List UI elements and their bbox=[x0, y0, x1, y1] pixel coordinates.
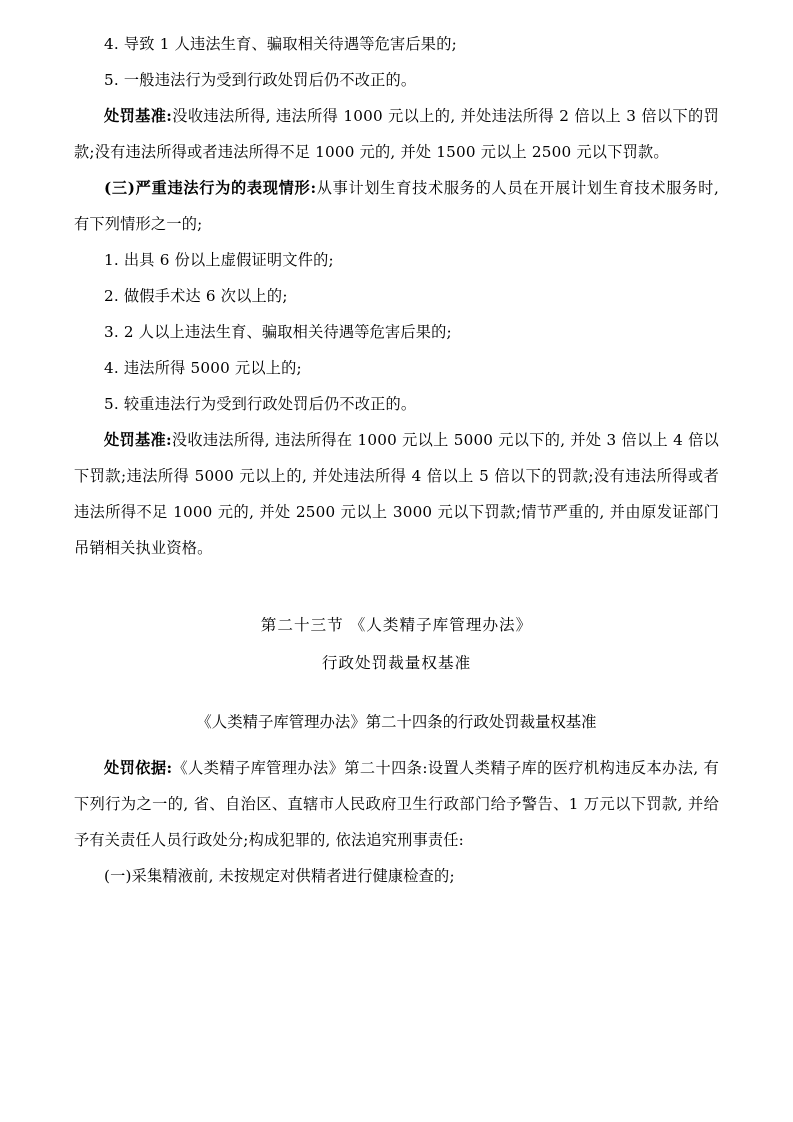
list-item: 3. 2 人以上违法生育、骗取相关待遇等危害后果的; bbox=[104, 323, 452, 341]
vertical-spacer bbox=[74, 566, 719, 606]
penalty-standard-label: 处罚基准: bbox=[104, 107, 173, 125]
list-item: (一)采集精液前, 未按规定对供精者进行健康检查的; bbox=[104, 867, 455, 885]
list-item: 5. 较重违法行为受到行政处罚后仍不改正的。 bbox=[104, 395, 417, 413]
penalty-standard-text: 没收违法所得, 违法所得在 1000 元以上 5000 元以下的, 并处 3 倍以上 4 倍以下罚款;违法所得 5000 元以上的, 并处违法所得 4 倍以上 5 倍以下的罚款;没有违法所得或者违法所得不足 1000 元的, 并处 2500 元以上 3000 元以下罚款;情节严重的, 并由原发证部门吊销相关执业资格。 bbox=[74, 431, 719, 557]
list-item: 1. 出具 6 份以上虚假证明文件的; bbox=[104, 251, 334, 269]
penalty-standard-paragraph bbox=[74, 98, 719, 170]
penalty-basis-label: 处罚依据: bbox=[104, 759, 173, 777]
serious-violation-text: 从事计划生育技术服务的人员在开展计划生育技术服务时, 有下列情形之一的; bbox=[74, 179, 719, 233]
vertical-spacer bbox=[74, 682, 719, 704]
serious-violation-label: (三)严重违法行为的表现情形: bbox=[104, 179, 317, 197]
article-heading: 《人类精子库管理办法》第二十四条的行政处罚裁量权基准 bbox=[196, 713, 597, 731]
penalty-basis-paragraph bbox=[74, 750, 719, 858]
penalty-standard-label: 处罚基准: bbox=[104, 431, 172, 449]
penalty-standard-text: 没收违法所得, 违法所得 1000 元以上的, 并处违法所得 2 倍以上 3 倍以下的罚款;没有违法所得或者违法所得不足 1000 元的, 并处 1500 元以上 2500 元以下罚款。 bbox=[74, 107, 719, 161]
list-item: 2. 做假手术达 6 次以上的; bbox=[104, 287, 288, 305]
penalty-basis-text: 《人类精子库管理办法》第二十四条:设置人类精子库的医疗机构违反本办法, 有下列行为之一的, 省、自治区、直辖市人民政府卫生行政部门给予警告、1 万元以下罚款, 并给予有关责任人员行政处分;构成犯罪的, 依法追究刑事责任: bbox=[74, 759, 719, 849]
section-heading-line2: 行政处罚裁量权基准 bbox=[321, 654, 472, 672]
penalty-standard-paragraph bbox=[74, 422, 719, 566]
vertical-spacer bbox=[74, 740, 719, 750]
list-item: 4. 违法所得 5000 元以上的; bbox=[104, 359, 302, 377]
serious-violation-paragraph bbox=[74, 170, 719, 242]
section-heading-line1: 第二十三节 《人类精子库管理办法》 bbox=[260, 616, 533, 634]
list-item: 5. 一般违法行为受到行政处罚后仍不改正的。 bbox=[104, 71, 417, 89]
list-item: 4. 导致 1 人违法生育、骗取相关待遇等危害后果的; bbox=[104, 35, 457, 53]
